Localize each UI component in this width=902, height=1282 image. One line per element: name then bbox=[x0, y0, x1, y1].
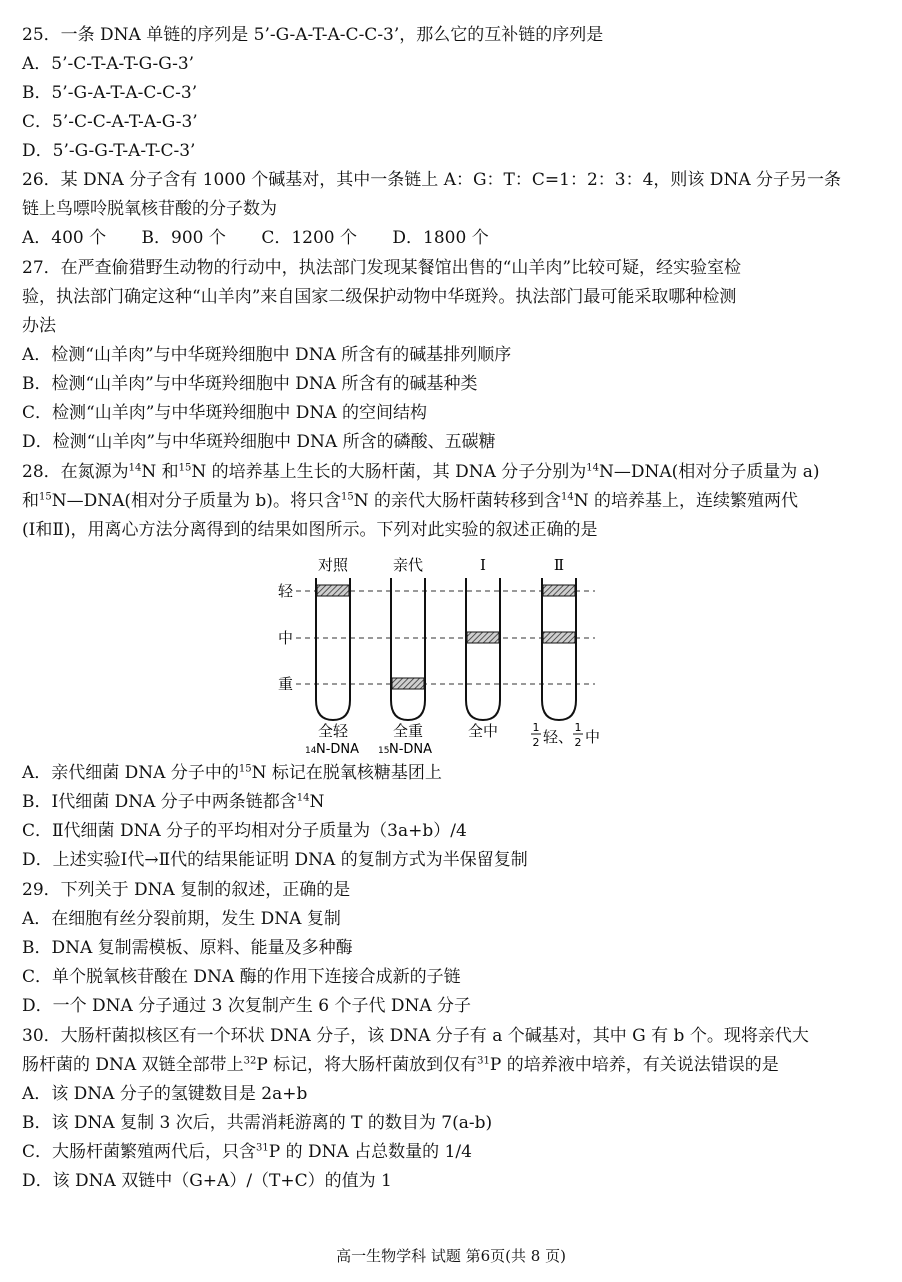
tube-title-gen2: Ⅱ bbox=[553, 556, 565, 574]
q26-stem-line1: 26．某 DNA 分子含有 1000 个碱基对，其中一条链上 A：G：T：C=1：2：3：4，则该 DNA 分子另一条 bbox=[22, 170, 841, 190]
q27-option-c: C．检测“山羊肉”与中华斑羚细胞中 DNA 的空间结构 bbox=[22, 403, 427, 423]
q27-stem-line3: 办法 bbox=[22, 316, 56, 336]
caption-all-heavy: 全重 bbox=[392, 722, 424, 740]
q27-option-a: A．检测“山羊肉”与中华斑羚细胞中 DNA 所含有的碱基排列顺序 bbox=[22, 345, 512, 365]
caption-14n-dna: N-DNA bbox=[316, 742, 360, 755]
caption-14n-sup: 14 bbox=[305, 746, 317, 755]
tube-parent bbox=[391, 578, 425, 720]
test-tubes bbox=[316, 578, 576, 720]
tube-gen1 bbox=[466, 578, 500, 720]
caption-15n-sup: 15 bbox=[378, 746, 390, 755]
tube-control bbox=[316, 578, 350, 720]
band-gen1-middle bbox=[467, 632, 499, 643]
svg-text:轻、: 轻、 bbox=[543, 728, 574, 746]
tube-title-control: 对照 bbox=[317, 556, 349, 574]
q25-option-a: A．5’-C-T-A-T-G-G-3’ bbox=[22, 54, 195, 74]
tube-gen2 bbox=[542, 578, 576, 720]
tube-title-parent: 亲代 bbox=[392, 556, 424, 574]
q26-option-a: A．400 个 bbox=[22, 228, 107, 248]
q30-stem-line2: 肠杆菌的 DNA 双链全部带上$^{32}$P 标记，将大肠杆菌放到仅有$^{31}$P 的培养液中培养，有关说法错误的是 bbox=[22, 1055, 779, 1075]
svg-text:1: 1 bbox=[532, 721, 540, 734]
q27-option-d: D．检测“山羊肉”与中华斑羚细胞中 DNA 所含的磷酸、五碳糖 bbox=[22, 432, 496, 452]
svg-text:1: 1 bbox=[574, 721, 582, 734]
caption-half-light-half-middle bbox=[531, 721, 600, 749]
q28-option-c: C．Ⅱ代细菌 DNA 分子的平均相对分子质量为（3a+b）/4 bbox=[22, 821, 467, 841]
q28-stem-line3: (Ⅰ和Ⅱ)，用离心方法分离得到的结果如图所示。下列对此实验的叙述正确的是 bbox=[22, 520, 598, 540]
q28-stem-line1: 28．在氮源为$^{14}$N 和$^{15}$N 的培养基上生长的大肠杆菌，其 DNA 分子分别为$^{14}$N—DNA(相对分子质量为 a) bbox=[22, 462, 820, 482]
row-label-heavy: 重 bbox=[278, 675, 294, 693]
q25-option-b: B．5’-G-A-T-A-C-C-3’ bbox=[22, 83, 198, 103]
q29-option-a: A．在细胞有丝分裂前期，发生 DNA 复制 bbox=[22, 909, 341, 929]
q25-stem: 25．一条 DNA 单链的序列是 5’-G-A-T-A-C-C-3’，那么它的互补链的序列是 bbox=[22, 25, 604, 45]
svg-text:2: 2 bbox=[574, 736, 582, 749]
q29-option-c: C．单个脱氧核苷酸在 DNA 酶的作用下连接合成新的子链 bbox=[22, 967, 461, 987]
q30-option-b: B．该 DNA 复制 3 次后，共需消耗游离的 T 的数目为 7(a-b) bbox=[22, 1113, 493, 1133]
caption-all-middle: 全中 bbox=[467, 722, 499, 740]
page-footer: 高一生物学科 试题 第6页(共 8 页) bbox=[336, 1247, 566, 1265]
q28-option-d: D．上述实验Ⅰ代→Ⅱ代的结果能证明 DNA 的复制方式为半保留复制 bbox=[22, 850, 528, 870]
q30-option-c: C．大肠杆菌繁殖两代后，只含$^{31}$P 的 DNA 占总数量的 1/4 bbox=[22, 1142, 472, 1162]
q29-option-b: B．DNA 复制需模板、原料、能量及多种酶 bbox=[22, 938, 353, 958]
q29-stem: 29．下列关于 DNA 复制的叙述，正确的是 bbox=[22, 880, 351, 900]
centrifuge-figure bbox=[270, 550, 630, 755]
svg-text:2: 2 bbox=[532, 736, 540, 749]
q27-stem-line2: 验，执法部门确定这种“山羊肉”来自国家二级保护动物中华斑羚。执法部门最可能采取哪种检测 bbox=[22, 287, 737, 307]
caption-all-light: 全轻 bbox=[317, 722, 349, 740]
q25-option-d: D．5’-G-G-T-A-T-C-3’ bbox=[22, 141, 196, 161]
band-gen2-middle bbox=[543, 632, 575, 643]
q25-option-c: C．5’-C-C-A-T-A-G-3’ bbox=[22, 112, 198, 132]
q28-option-b: B．Ⅰ代细菌 DNA 分子中两条链都含$^{14}$N bbox=[22, 792, 325, 812]
q26-stem-line2: 链上鸟嘌呤脱氧核苷酸的分子数为 bbox=[22, 199, 277, 219]
dna-bands bbox=[317, 585, 575, 689]
q28-stem-line2: 和$^{15}$N—DNA(相对分子质量为 b)。将只含$^{15}$N 的亲代大肠杆菌转移到含$^{14}$N 的培养基上，连续繁殖两代 bbox=[22, 491, 798, 511]
q30-stem-line1: 30．大肠杆菌拟核区有一个环状 DNA 分子，该 DNA 分子有 a 个碱基对，其中 G 有 b 个。现将亲代大 bbox=[22, 1026, 809, 1046]
q27-stem-line1: 27．在严查偷猎野生动物的行动中，执法部门发现某餐馆出售的“山羊肉”比较可疑，经实验室检 bbox=[22, 258, 742, 278]
svg-text:中: 中 bbox=[585, 728, 601, 746]
q26-options bbox=[22, 227, 519, 249]
caption-15n-dna: N-DNA bbox=[389, 742, 433, 755]
q29-option-d: D．一个 DNA 分子通过 3 次复制产生 6 个子代 DNA 分子 bbox=[22, 996, 472, 1016]
q30-option-a: A．该 DNA 分子的氢键数目是 2a+b bbox=[22, 1084, 308, 1104]
q27-option-b: B．检测“山羊肉”与中华斑羚细胞中 DNA 所含有的碱基种类 bbox=[22, 374, 478, 394]
q28-option-a: A．亲代细菌 DNA 分子中的$^{15}$N 标记在脱氧核糖基团上 bbox=[22, 763, 442, 783]
q26-option-b: B．900 个 bbox=[141, 228, 226, 248]
q26-option-c: C．1200 个 bbox=[261, 228, 357, 248]
q26-option-d: D．1800 个 bbox=[392, 228, 489, 248]
tube-title-gen1: Ⅰ bbox=[480, 556, 486, 574]
band-control-light bbox=[317, 585, 349, 596]
q30-option-d: D．该 DNA 双链中（G+A）/（T+C）的值为 1 bbox=[22, 1171, 392, 1191]
row-label-middle: 中 bbox=[278, 629, 294, 647]
band-parent-heavy bbox=[392, 678, 424, 689]
band-gen2-light bbox=[543, 585, 575, 596]
row-label-light: 轻 bbox=[278, 582, 294, 600]
